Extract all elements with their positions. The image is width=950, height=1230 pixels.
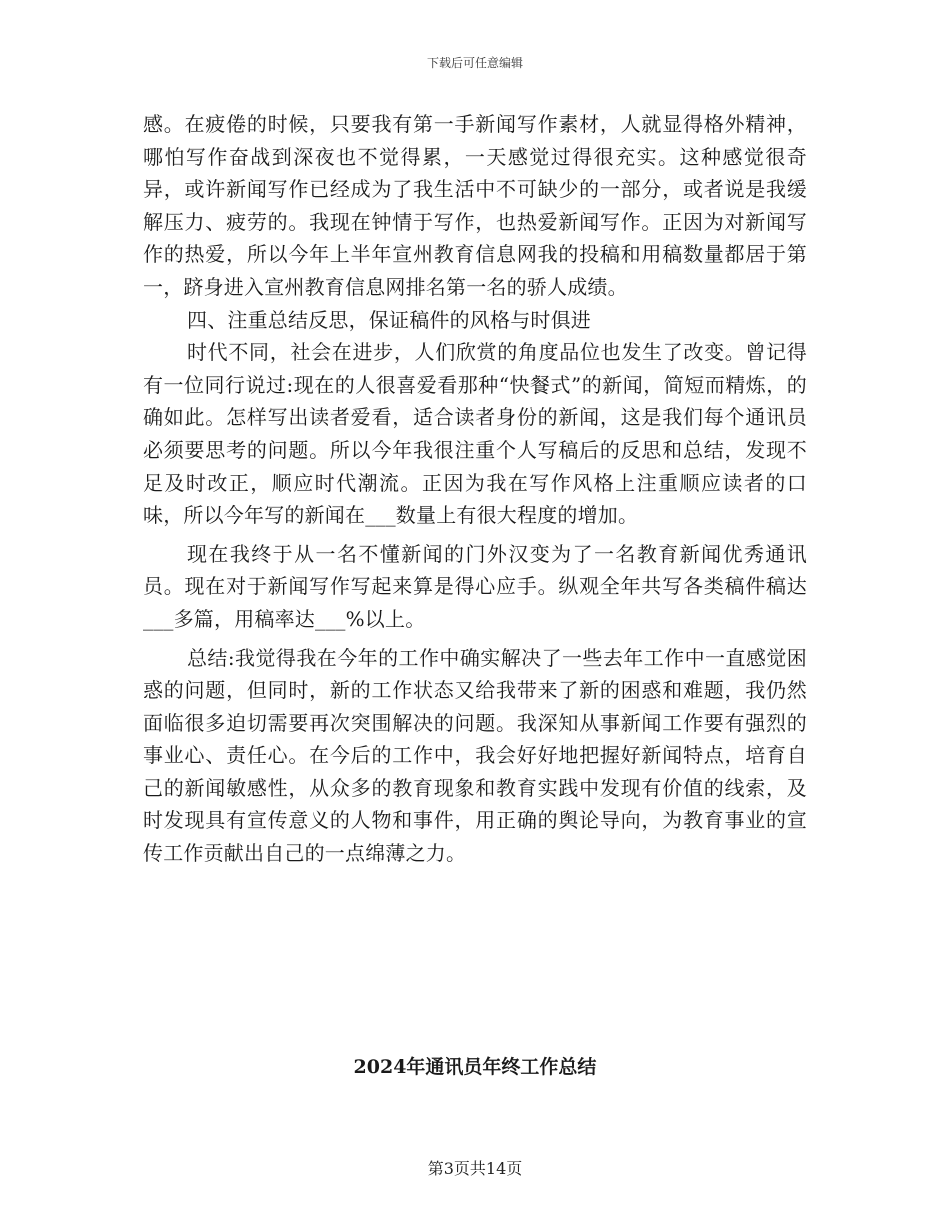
paragraph-2: 时代不同，社会在进步，人们欣赏的角度品位也发生了改变。曾记得有一位同行说过:现在的人很喜爱看那种“快餐式”的新闻，简短而精炼，的确如此。怎样写出读者爱看，适合读者身份的新闻，这是我们每个通讯员必须要思考的问题。所以今年我很注重个人写稿后的反思和总结，发现不足及时改正，顺应时代潮流。正因为我在写作风格上注重顺应读者的口味，所以今年写的新闻在___数量上有很大程度的增加。 bbox=[143, 340, 807, 528]
paragraph-1: 感。在疲倦的时候，只要我有第一手新闻写作素材，人就显得格外精神，哪怕写作奋战到深夜也不觉得累，一天感觉过得很充实。这种感觉很奇异，或许新闻写作已经成为了我生活中不可缺少的一部分，或者说是我缓解压力、疲劳的。我现在钟情于写作，也热爱新闻写作。正因为对新闻写作的热爱，所以今年上半年宣州教育信息网我的投稿和用稿数量都居于第一，跻身进入宣州教育信息网排名第一名的骄人成绩。 bbox=[143, 112, 807, 299]
section-heading-4: 四、注重总结反思，保证稿件的风格与时俱进 bbox=[187, 307, 591, 332]
paragraph-3: 现在我终于从一名不懂新闻的门外汉变为了一名教育新闻优秀通讯员。现在对于新闻写作写起来算是得心应手。纵观全年共写各类稿件稿达___多篇，用稿率达___%以上。 bbox=[143, 541, 807, 631]
page-number: 第3页共14页 bbox=[427, 1159, 523, 1178]
document-subtitle: 2024年通讯员年终工作总结 bbox=[353, 1056, 597, 1078]
paragraph-4: 总结:我觉得我在今年的工作中确实解决了一些去年工作中一直感觉困惑的问题，但同时，新的工作状态又给我带来了新的困惑和难题，我仍然面临很多迫切需要再次突围解决的问题。我深知从事新闻工作要有强烈的事业心、责任心。在今后的工作中，我会好好地把握好新闻特点，培育自己的新闻敏感性，从众多的教育现象和教育实践中发现有价值的线索，及时发现具有宣传意义的人物和事件，用正确的舆论导向，为教育事业的宣传工作贡献出自己的一点绵薄之力。 bbox=[143, 645, 807, 866]
document-body bbox=[143, 108, 807, 870]
page-header-note: 下载后可任意编辑 bbox=[426, 56, 523, 70]
